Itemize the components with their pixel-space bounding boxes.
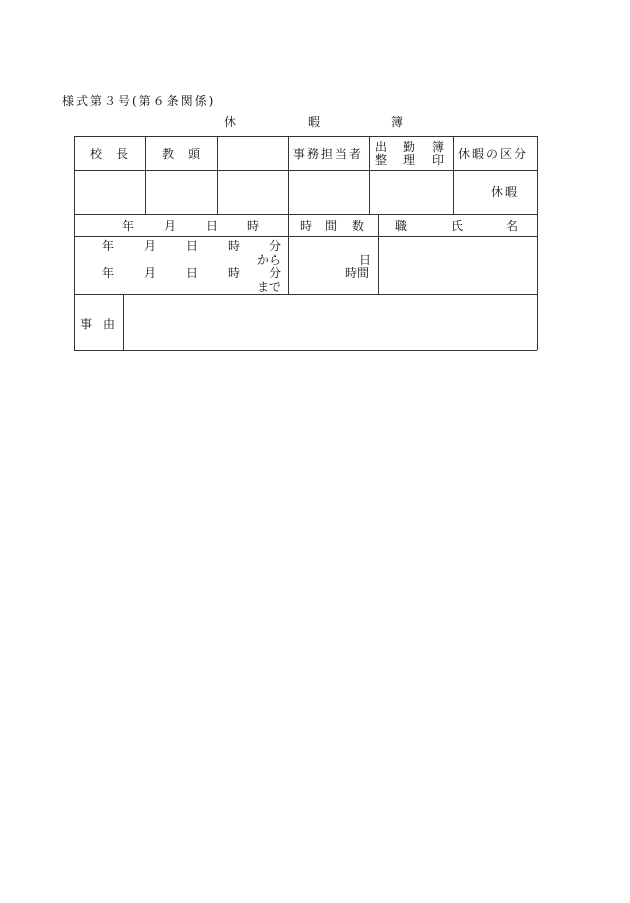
from-month: 月 [144,239,157,253]
table-border-bottom [74,350,537,351]
reason-label-2: 由 [103,317,117,331]
col-line-reason [123,294,124,350]
header-principal-2: 長 [116,147,130,161]
header-attendance-1a: 出 [375,140,389,154]
title-char-3: 簿 [391,115,404,129]
header-clerk-1: 事 [293,147,307,161]
to-suffix: まで [257,280,282,294]
period-header-hour: 時 [247,219,261,233]
from-suffix: から [257,253,282,267]
header-clerk-3: 担 [321,147,335,161]
days-unit: 日 [359,253,372,267]
period-header-name-2: 氏 [451,219,465,233]
period-header-name-1: 職 [395,219,409,233]
header-attendance-2a: 整 [375,153,389,167]
period-header-hours-2: 間 [325,219,339,233]
table-border-top [74,136,537,137]
header-vice-principal-1: 教 [162,147,176,161]
period-header-month: 月 [164,219,178,233]
header-attendance-2c: 印 [432,153,446,167]
header-leave-type: 休暇の区分 [458,147,529,161]
to-hour: 時 [228,266,241,280]
col-line-3 [288,136,289,214]
col-line-period-1 [288,214,289,294]
header-vice-principal-2: 頭 [188,147,202,161]
hours-unit: 時間 [345,266,370,280]
row-line-stamps [74,214,537,215]
period-header-name-3: 名 [506,219,520,233]
col-line-1 [145,136,146,214]
from-year: 年 [102,239,115,253]
header-principal-1: 校 [90,147,104,161]
period-header-hours-3: 数 [352,219,366,233]
col-line-4 [369,136,370,214]
from-hour: 時 [228,239,241,253]
row-line-header [74,170,537,171]
form-id: 様式第３号(第６条関係) [62,94,216,108]
from-day: 日 [186,239,199,253]
leave-suffix: 休暇 [491,185,520,199]
period-header-day: 日 [206,219,220,233]
header-attendance-2b: 理 [403,153,417,167]
period-header-year: 年 [122,219,136,233]
to-day: 日 [186,266,199,280]
table-border-right [537,136,538,350]
header-clerk-4: 当 [335,147,349,161]
row-line-period [74,294,537,295]
reason-label-1: 事 [80,317,94,331]
table-border-left [74,136,75,350]
header-attendance-1c: 簿 [432,140,446,154]
col-line-period-2 [378,214,379,294]
period-header-hours-1: 時 [300,219,314,233]
col-line-2 [217,136,218,214]
header-clerk-5: 者 [349,147,363,161]
header-attendance-1b: 勤 [403,140,417,154]
to-minute: 分 [269,266,282,280]
from-minute: 分 [269,239,282,253]
title-char-1: 休 [224,115,237,129]
header-clerk-2: 務 [307,147,321,161]
row-line-period-header [74,236,537,237]
to-month: 月 [144,266,157,280]
title-char-2: 暇 [308,115,321,129]
to-year: 年 [102,266,115,280]
col-line-5 [453,136,454,214]
